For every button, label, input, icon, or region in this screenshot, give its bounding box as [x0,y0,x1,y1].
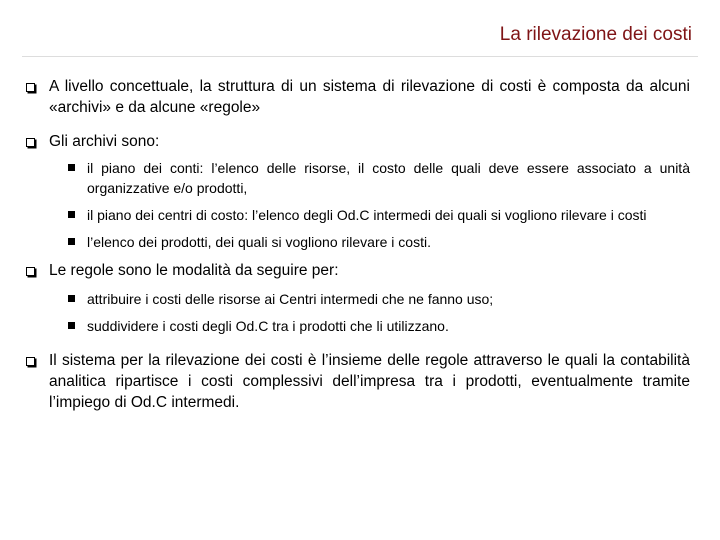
bullet-item [26,131,690,152]
bullet-item [26,350,690,413]
slide-content [26,76,690,413]
sub-list-item [68,232,690,252]
slide-title: La rilevazione dei costi [499,24,692,45]
sub-item-text: il piano dei centri di costo: l’elenco degli Od.C intermedi dei quali si vogliono rilevare i costi [87,207,647,223]
bullet-text: A livello concettuale, la struttura di un sistema di rilevazione di costi è composta da alcuni «archivi» e da alcune «regole» [49,78,690,116]
filled-square-bullet-icon [68,295,75,302]
filled-square-bullet-icon [68,238,75,245]
bullet-text: Le regole sono le modalità da seguire per: [49,262,339,279]
sub-list-archivi [68,158,690,252]
filled-square-bullet-icon [68,322,75,329]
sub-item-text: il piano dei conti: l’elenco delle risorse, il costo delle quali deve essere associato a unità organizzative e/o prodotti, [87,160,690,196]
bullet-text: Il sistema per la rilevazione dei costi è l’insieme delle regole attraverso le quali la contabilità analitica ripartisce i costi complessivi dell’impresa tra i prodotti, eventualmente tramite l’impiego di Od.C intermedi. [49,352,690,411]
filled-square-bullet-icon [68,164,75,171]
hollow-square-bullet-icon [26,267,35,276]
bullet-text: Gli archivi sono: [49,133,160,150]
sub-list-item [68,158,690,198]
sub-list-item [68,316,690,336]
hollow-square-bullet-icon [26,138,35,147]
sub-list-item [68,289,690,309]
sub-item-text: suddividere i costi degli Od.C tra i prodotti che li utilizzano. [87,318,449,334]
sub-list-regole [68,289,690,336]
sub-list-item [68,205,690,225]
sub-item-text: l’elenco dei prodotti, dei quali si vogliono rilevare i costi. [87,234,431,250]
bullet-item [26,260,690,281]
hollow-square-bullet-icon [26,357,35,366]
hollow-square-bullet-icon [26,83,35,92]
filled-square-bullet-icon [68,211,75,218]
sub-item-text: attribuire i costi delle risorse ai Centri intermedi che ne fanno uso; [87,291,494,307]
bullet-item [26,76,690,118]
title-divider [22,56,698,57]
